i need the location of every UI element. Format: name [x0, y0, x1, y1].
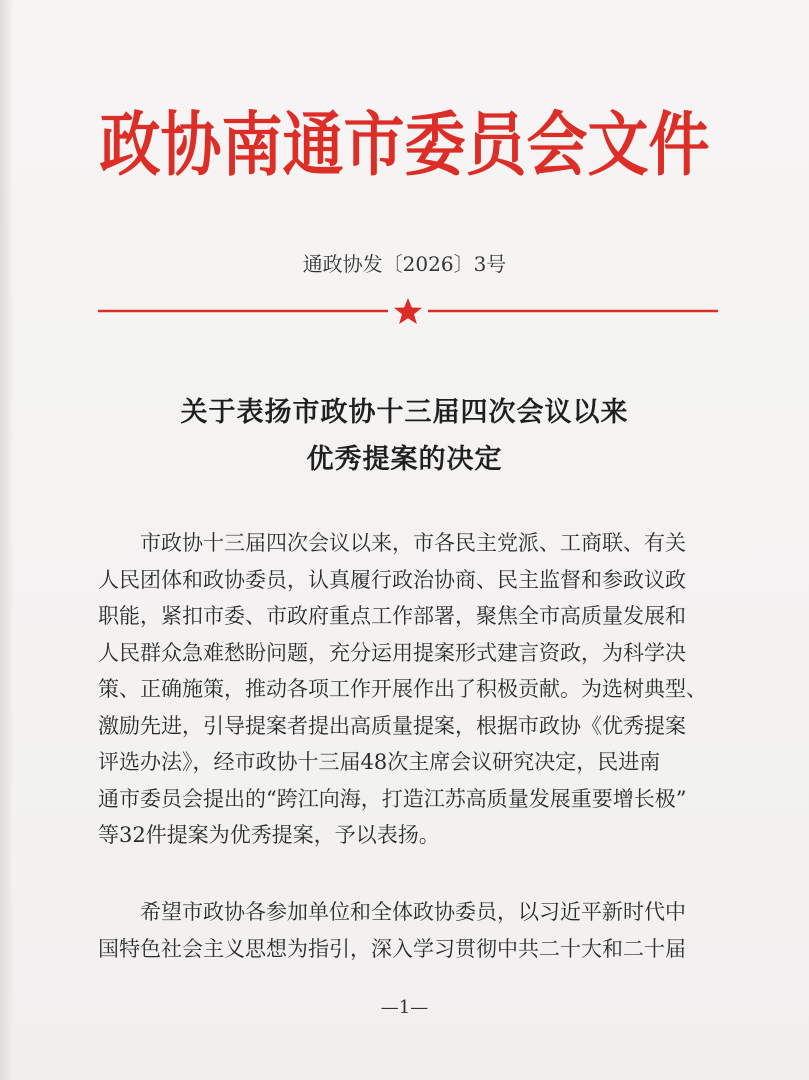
- paragraph-line: 职能，紧扣市委、市政府重点工作部署，聚焦全市高质量发展和: [98, 604, 686, 628]
- document-number: 通政协发〔2026〕3号: [302, 252, 507, 276]
- paragraph-line: 激励先进，引导提案者提出高质量提案，根据市政协《优秀提案: [98, 713, 686, 738]
- paragraph-line: 希望市政协各参加单位和全体政协委员，以习近平新时代中: [140, 900, 686, 924]
- paragraph-line: 通市委员会提出的“跨江向海，打造江苏高质量发展重要增长极”: [98, 786, 687, 811]
- paragraph-line: 人民团体和政协委员，认真履行政治协商、民主监督和参政议政: [98, 567, 686, 592]
- red-divider: [0, 294, 809, 334]
- page-number: —1—: [380, 997, 429, 1018]
- decision-title-line-1: 关于表扬市政协十三届四次会议以来: [180, 397, 629, 428]
- body-paragraph-1: [98, 525, 726, 854]
- paragraph-line: 等32件提案为优秀提案，予以表扬。: [98, 823, 440, 847]
- star-icon: [394, 298, 422, 324]
- paragraph-line: 评选办法》，经市政协十三届48次主席会议研究决定，民进南: [98, 750, 661, 774]
- paragraph-line: 人民群众急难愁盼问题，充分运用提案形式建言资政，为科学决: [98, 640, 686, 665]
- body-paragraph-2: [98, 894, 726, 967]
- decision-title-line-2: 优秀提案的决定: [306, 444, 503, 475]
- paragraph-line: 策、正确施策，推动各项工作开展作出了积极贡献。为选树典型、: [98, 677, 707, 701]
- document-header-title: 政协南通市委员会文件: [99, 104, 710, 186]
- paragraph-line: 国特色社会主义思想为指引，深入学习贯彻中共二十大和二十届: [98, 936, 686, 961]
- paragraph-line: 市政协十三届四次会议以来，市各民主党派、工商联、有关: [140, 531, 686, 555]
